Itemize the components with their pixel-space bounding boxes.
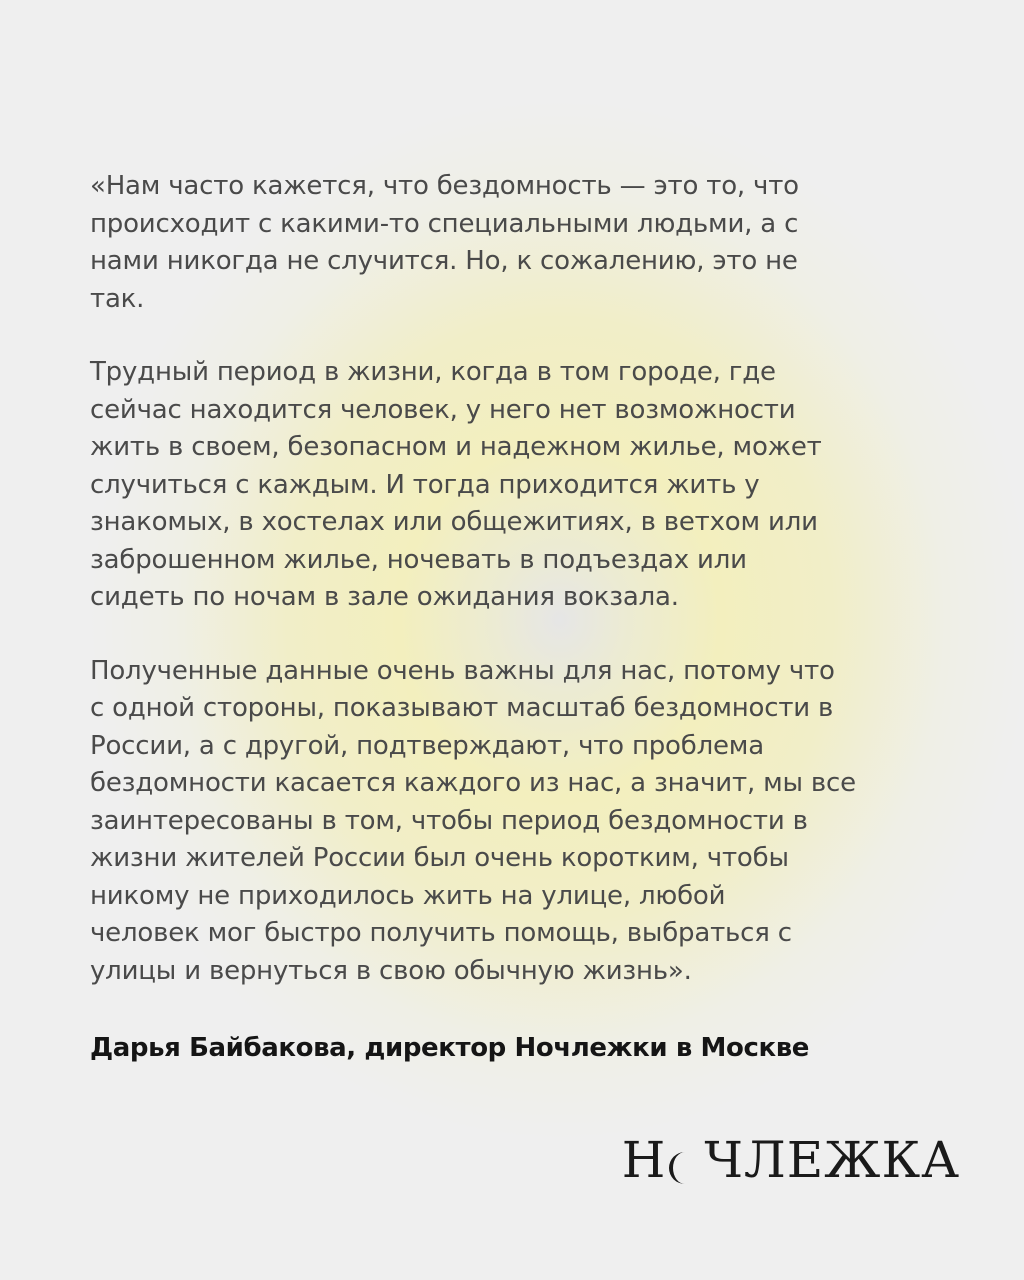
quote-paragraph-1: «Нам часто кажется, что бездомность — это то, что происходит с какими-то специальными людьми, а с нами никогда не случится. Но, к сожалению, это не так. <box>90 171 799 314</box>
nochlezhka-logo <box>622 1130 960 1190</box>
quote-author: Дарья Байбакова, директор Ночлежки в Москве <box>90 1033 810 1063</box>
quote-block <box>90 168 960 1066</box>
logo-letter-n: Н <box>621 1131 667 1189</box>
quote-paragraph-2: Трудный период в жизни, когда в том городе, где сейчас находится человек, у него нет возможности жить в своем, безопасном и надежном жилье, может случиться с каждым. И тогда приходится жить у знакомых, в хостелах или общежитиях, в ветхом или заброшенном жилье, ночевать в подъездах или сидеть по ночам в зале ожидания вокзала. <box>90 357 822 612</box>
crescent-moon-icon <box>668 1141 702 1179</box>
logo-letters-rest: ЧЛЕЖКА <box>704 1131 960 1189</box>
quote-paragraph-3: Полученные данные очень важны для нас, потому что с одной стороны, показывают масштаб бездомности в России, а с другой, подтверждают, что проблема бездомности касается каждого из нас, а значит, мы все заинтересованы в том, чтобы период бездомности в жизни жителей России был очень коротким, чтобы никому не приходилось жить на улице, любой человек мог быстро получить помощь, выбраться с улицы и вернуться в свою обычную жизнь». <box>90 655 856 986</box>
